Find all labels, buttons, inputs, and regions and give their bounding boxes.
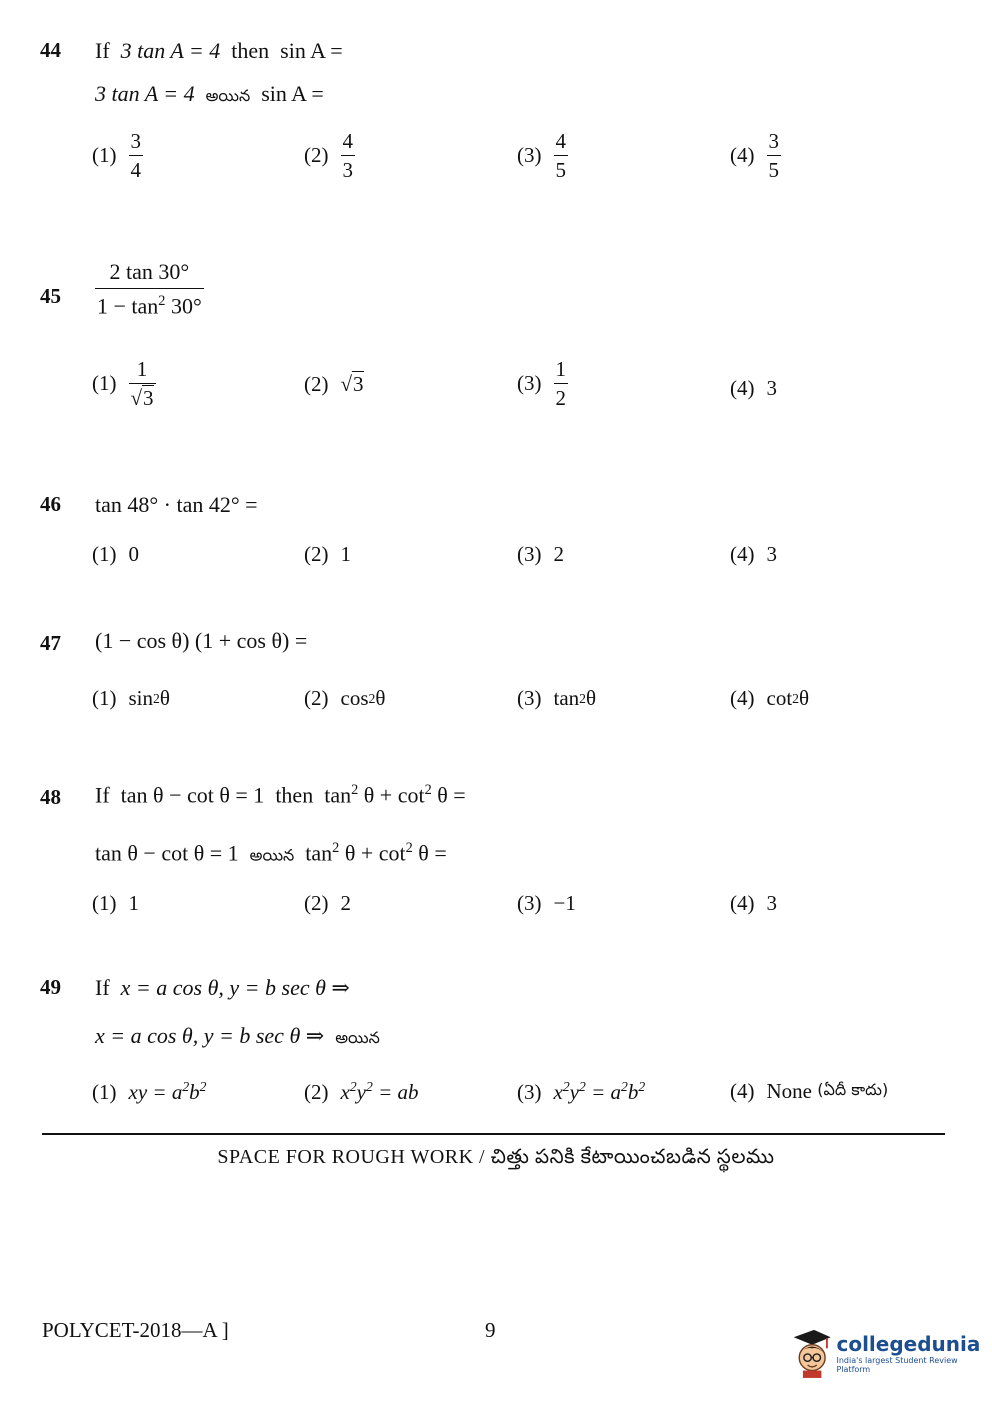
footer-code: POLYCET-2018—A ] [42,1318,229,1342]
brand-tagline: India's largest Student Review Platform [836,1356,958,1374]
question-text-english: If 3 tan A = 4 then sin A = [95,38,343,63]
rough-work-label: SPACE FOR ROUGH WORK / చిత్తు పనికి కేటాయించబడిన స్థలము [217,1146,775,1168]
option-1[interactable]: (1) sin 2 θ [92,686,170,710]
option-3[interactable]: (3) 2 [517,542,564,566]
option-2[interactable]: (2) 1 [304,542,351,566]
option-1[interactable]: (1) xy = $a^2b^2$ [92,1079,207,1104]
option-1[interactable]: (1) $\frac{1}{√3}$ [92,357,154,411]
option-1[interactable]: (1) 1 [92,891,139,915]
option-3[interactable]: (3) $\frac{4}{5}$ [517,129,566,183]
fraction: $\frac{1}{√3}$ [130,357,154,411]
page-number: 9 [485,1318,496,1342]
question-text-english: If tan θ − cot θ = 1 then $\tan^2 \theta + \cot^2 \theta$ = [95,782,466,808]
question-text: tan 48° · tan 42° = [95,492,258,517]
question-number: 48 [40,785,61,809]
fraction: $\frac{4}{5}$ [555,129,566,183]
option-4[interactable]: (4) None (ఏదీ కాదు) [730,1079,889,1103]
fraction: $\frac{4}{3}$ [342,129,353,183]
option-2[interactable]: (2) √3 [304,372,364,396]
option-4[interactable]: (4) cot 2 θ [730,686,810,710]
option-2[interactable]: (2) 2 [304,891,351,915]
option-4[interactable]: (4) $\frac{3}{5}$ [730,129,779,183]
mascot-icon [790,1324,832,1382]
question-number: 47 [40,631,61,655]
option-4[interactable]: (4) 3 [730,891,777,915]
option-3[interactable]: (3) tan 2 θ [517,686,597,710]
option-4[interactable]: (4) 3 [730,542,777,566]
fraction: $\frac{3}{4}$ [130,129,141,183]
question-number: 46 [40,492,61,516]
question-text-telugu: tan θ − cot θ = 1 అయిన $\tan^2 \theta + \cot^2 \theta$ = [95,840,447,866]
option-2[interactable]: (2) $x^2y^2$ = ab [304,1079,419,1104]
question-number: 45 [40,284,61,308]
question-text: (1 − cos θ) (1 + cos θ) = [95,628,308,653]
divider [42,1133,945,1135]
collegedunia-logo [790,1322,982,1384]
question-text-english: If x = a cos θ, y = b sec θ ⇒ [95,975,350,1000]
option-3[interactable]: (3) $\frac{1}{2}$ [517,357,566,411]
question-text-telugu: x = a cos θ, y = b sec θ ⇒ అయిన [95,1023,380,1048]
fraction: $\frac{3}{5}$ [768,129,779,183]
option-3[interactable]: (3) −1 [517,891,576,915]
fraction: $\frac{1}{2}$ [555,357,566,411]
brand-name: collegedunia [836,1332,981,1356]
question-number: 44 [40,38,61,62]
question-text-telugu: 3 tan A = 4 అయిన sin A = [95,81,324,106]
fraction: $\frac{2 \tan 30^\circ}{1 - \tan^2 30^\circ}$ [97,259,202,319]
option-1[interactable]: (1) 0 [92,542,139,566]
option-4[interactable]: (4) 3 [730,376,777,400]
option-2[interactable]: (2) $\frac{4}{3}$ [304,129,353,183]
question-number: 49 [40,975,61,999]
question-expression [95,260,204,318]
option-2[interactable]: (2) cos 2 θ [304,686,386,710]
option-3[interactable]: (3) $x^2y^2 = a^2b^2$ [517,1079,646,1104]
option-1[interactable]: (1) $\frac{3}{4}$ [92,129,141,183]
